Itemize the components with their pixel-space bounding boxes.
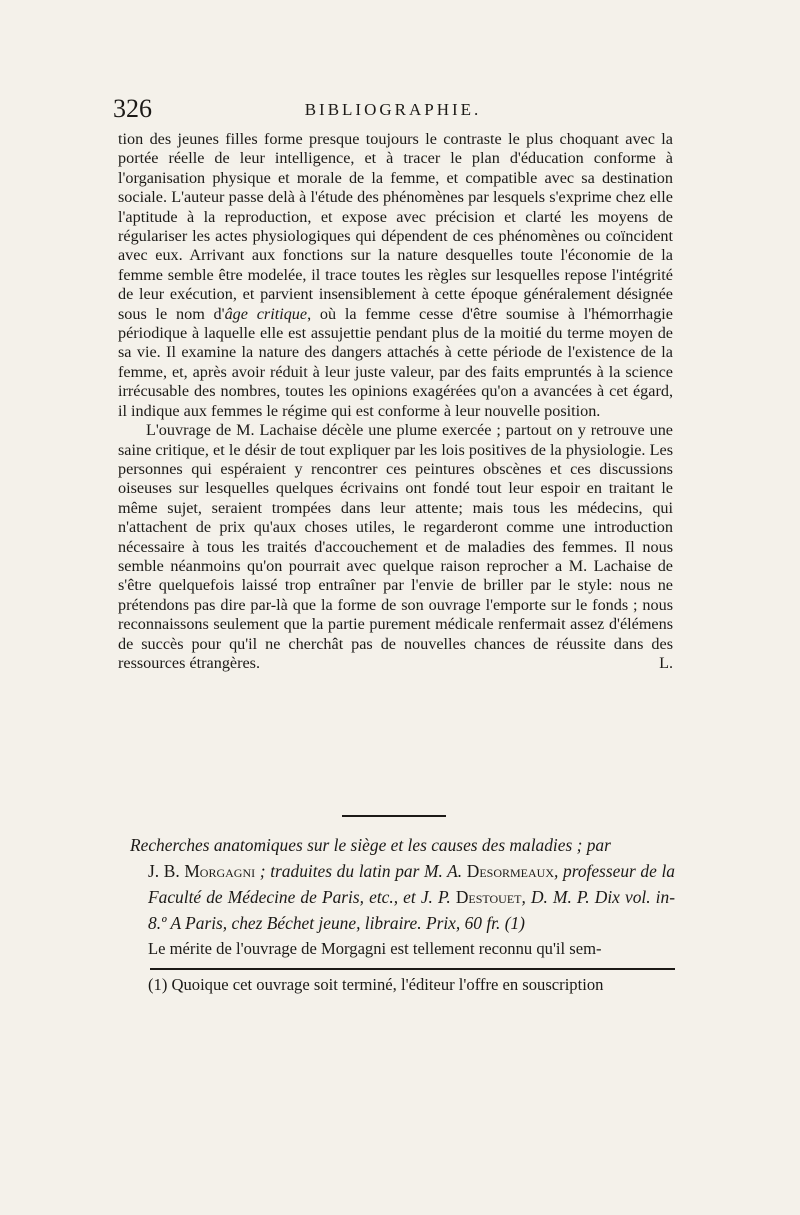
- running-head: BIBLIOGRAPHIE.: [304, 100, 482, 119]
- translator-name: Desormeaux: [466, 861, 555, 881]
- citation-text: ; traduites du latin par M. A.: [255, 861, 467, 881]
- bibliographic-citation: [130, 832, 675, 936]
- footnote: (1) Quoique cet ouvrage soit terminé, l'éditeur l'offre en souscription: [148, 975, 604, 994]
- paragraph: [118, 130, 673, 421]
- page-number: 326: [113, 94, 152, 123]
- paragraph-text: L'ouvrage de M. Lachaise décèle une plume exercée ; partout on y retrouve une saine critique, et le désir de tout expliquer par les lois positives de la physiologie. Les personnes qui espéraient y rencontrer ces peintures obscènes et ces discussions oiseuses sur lesquelles quelques écrivains ont fondé tout leur espoir en traitant le même sujet, seraient trompées dans leur attente; mais tous les médecins, qui n'attachent de prix qu'aux choses utiles, le regarderont comme une introduction nécessaire à tous les traités d'accouchement et de maladies des femmes. Il nous semble néanmoins qu'on pourrait avec quelque raison reprocher a M. Lachaise de s'être quelquefois laissé trop entraîner par l'envie de briller par le style: nous ne prétendons pas dire par-là que la forme de son ouvrage l'emporte sur le fonds ; nous reconnaissons seulement que la partie purement médicale renfermait assez d'élémens de succès pour qu'il ne cherchât pas de nouvelles chances de réussite dans des ressources étrangères.: [118, 421, 673, 672]
- citation-details: [130, 858, 675, 936]
- paragraph-start: Le mérite de l'ouvrage de Morgagni est tellement reconnu qu'il sem-: [148, 939, 602, 958]
- translator-name: Destouet: [455, 887, 522, 907]
- citation-text: , D. M. P. Dix vol. in-8.º A Paris, chez Béchet jeune, libraire. Prix, 60 fr. (1): [148, 887, 675, 933]
- paragraph: [118, 421, 673, 673]
- italic-term: âge critique: [224, 304, 308, 323]
- citation-text: , professeur de la Faculté de Médecine de Paris, etc., et J. P.: [148, 861, 675, 907]
- page-header: [113, 93, 673, 125]
- paragraph-text: , où la femme cesse d'être soumise à l'hémorrhagie périodique à laquelle elle est assujettie pendant plus de la moitié du terme moyen de sa vie. Il examine la nature des dangers attachés à cette période de l'existence de la femme, et, après avoir réduit à leur juste valeur, par des faits empruntés à la science irrécusable des nombres, toutes les opinions exagérées qu'on a avancées à cet égard, il indique aux femmes le régime qui est conforme à leur nouvelle position.: [118, 304, 673, 420]
- body-text: [118, 130, 673, 673]
- section-divider: [342, 815, 446, 817]
- signature: L.: [659, 653, 673, 672]
- footnote-rule: [150, 968, 675, 970]
- citation-title: Recherches anatomiques sur le siège et les causes des maladies ; par: [130, 835, 611, 855]
- paragraph-text: tion des jeunes filles forme presque toujours le contraste le plus choquant avec la portée réelle de leur intelligence, et à tracer le plan d'éducation conforme à l'organisation physique et morale de la femme, et compatible avec sa destination sociale. L'auteur passe delà à l'étude des phénomènes par lesquels s'exprime chez elle l'aptitude à la reproduction, et expose avec précision et clarté les moyens de régulariser les actes physiologiques qui dépendent de ces phénomènes ou coïncident avec eux. Arrivant aux fonctions sur la nature desquelles toute l'économie de la femme semble être modelée, il trace toutes les règles sur lesquelles repose l'intégrité de leur exécution, et parvient insensiblement à cette époque généralement désignée sous le nom d': [118, 130, 673, 323]
- author-name: J. B. Morgagni: [148, 861, 256, 881]
